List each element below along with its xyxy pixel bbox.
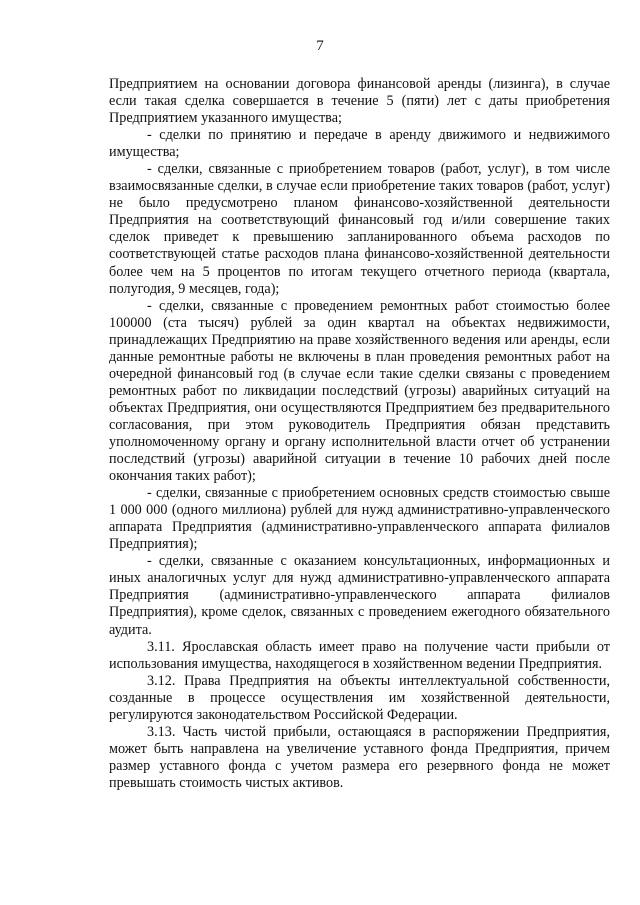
clause-3-11: 3.11. Ярославская область имеет право на получение части прибыли от использования имущества, находящегося в хозяйственном ведении Предприятия. <box>109 638 610 672</box>
paragraph-fixed-assets-deals: - сделки, связанные с приобретением основных средств стоимостью свыше 1 000 000 (одного миллиона) рублей для нужд административно-управленческого аппарата Предприятия (административно-управленческого аппарата филиалов Предприятия); <box>109 485 610 553</box>
paragraph-procurement-deals: - сделки, связанные с приобретением товаров (работ, услуг), в том числе взаимосвязанные сделки, в случае если приобретение таких товаров (работ, услуг) не было предусмотрено планом финансово-хозяйственной деятельности Предприятия на соответствующий финансовый год и/или совершение таких сделок приведет к превышению запланированного объема расходов по соответствующей статье расходов плана финансово-хозяйственной деятельности более чем на 5 процентов по итогам текущего отчетного периода (квартала, полугодия, 9 месяцев, года); <box>109 161 610 297</box>
document-body <box>109 76 610 792</box>
paragraph-rental-deals: - сделки по принятию и передаче в аренду движимого и недвижимого имущества; <box>109 127 610 161</box>
paragraph-repair-deals: - сделки, связанные с проведением ремонтных работ стоимостью более 100000 (ста тысяч) рублей за один квартал на объектах недвижимости, принадлежащих Предприятию на праве хозяйственного ведения или аренды, если данные ремонтные работы не включены в план проведения ремонтных работ на очередной финансовый год (в случае если такие сделки связаны с проведением ремонтных работ по ликвидации последствий (угрозы) аварийных ситуаций на объектах Предприятия, они осуществляются Предприятием без предварительного согласования, при этом руководитель Предприятия обязан представить уполномоченному органу и органу исполнительной власти отчет об устранении последствий (угрозы) аварийной ситуации в течение 10 рабочих дней после окончания таких работ); <box>109 297 610 485</box>
paragraph-consulting-deals: - сделки, связанные с оказанием консультационных, информационных и иных аналогичных услуг для нужд административно-управленческого аппарата Предприятия (административно-управленческого аппарата филиалов Предприятия), кроме сделок, связанных с проведением ежегодного обязательного аудита. <box>109 553 610 638</box>
page-number: 7 <box>316 38 324 54</box>
clause-3-12: 3.12. Права Предприятия на объекты интеллектуальной собственности, созданные в процессе осуществления им хозяйственной деятельности, регулируются законодательством Российской Федерации. <box>109 672 610 723</box>
clause-3-13: 3.13. Часть чистой прибыли, остающаяся в распоряжении Предприятия, может быть направлена на увеличение уставного фонда Предприятия, причем размер уставного фонда с учетом размера его резервного фонда не может превышать стоимость чистых активов. <box>109 723 610 791</box>
paragraph-leasing-continuation: Предприятием на основании договора финансовой аренды (лизинга), в случае если такая сделка совершается в течение 5 (пяти) лет с даты приобретения Предприятием указанного имущества; <box>109 76 610 127</box>
